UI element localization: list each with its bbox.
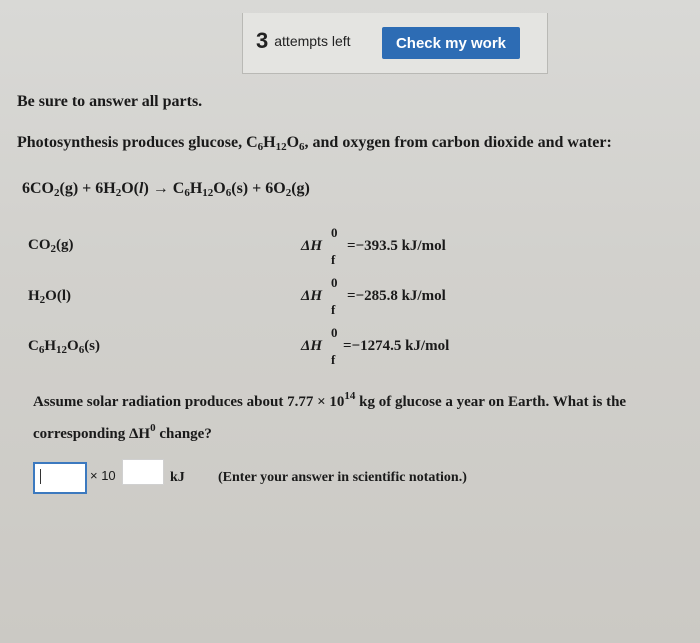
attempts-count: 3 xyxy=(256,28,269,53)
mantissa-input[interactable] xyxy=(33,462,87,494)
exponent-input[interactable] xyxy=(122,459,164,485)
formation-subscript: f xyxy=(331,302,336,317)
formation-subscript: f xyxy=(331,352,336,367)
reaction-equation: $6CO_2(g) + 6H_2O(l) \to C_6H_{12}O_6(s) + 6O_2(g)$ xyxy=(22,180,310,199)
question-line-1: Assume solar radiation produces about $7.77 \times 10^{14}$ kg of glucose a year on Earth. What is the xyxy=(33,390,627,410)
enthalpy-h2o: =−285.8 kJ/mol xyxy=(347,288,446,304)
answer-hint: (Enter your answer in scientific notation.) xyxy=(218,470,467,485)
degree-symbol: 0 xyxy=(331,325,338,340)
delta-h-label: ΔH xyxy=(301,338,323,354)
delta-h-label: ΔH xyxy=(301,288,323,304)
attempts-left xyxy=(256,28,351,54)
species-h2o: $H_2O(l)$ xyxy=(28,288,71,306)
species-co2: $CO_2(g)$ xyxy=(28,237,74,255)
degree-symbol: 0 xyxy=(331,275,338,290)
attempts-label: attempts left xyxy=(274,33,351,49)
question-line-2: corresponding $\Delta H^0$ change? xyxy=(33,422,212,442)
unit-label: kJ xyxy=(170,470,185,485)
text-cursor xyxy=(40,469,41,484)
times-ten-label: × 10 xyxy=(90,468,116,483)
check-my-work-button[interactable]: Check my work xyxy=(382,27,520,59)
intro-text: Photosynthesis produces glucose, $C_6H_{12}O_6$, and oxygen from carbon dioxide and water: xyxy=(17,134,612,153)
species-glucose: $C_6H_{12}O_6(s)$ xyxy=(28,338,101,356)
degree-symbol: 0 xyxy=(331,225,338,240)
formation-subscript: f xyxy=(331,252,336,267)
delta-h-label: ΔH xyxy=(301,238,323,254)
instructions-text: Be sure to answer all parts. xyxy=(17,93,203,110)
enthalpy-co2: =−393.5 kJ/mol xyxy=(347,238,446,254)
enthalpy-glucose: =−1274.5 kJ/mol xyxy=(343,338,450,354)
